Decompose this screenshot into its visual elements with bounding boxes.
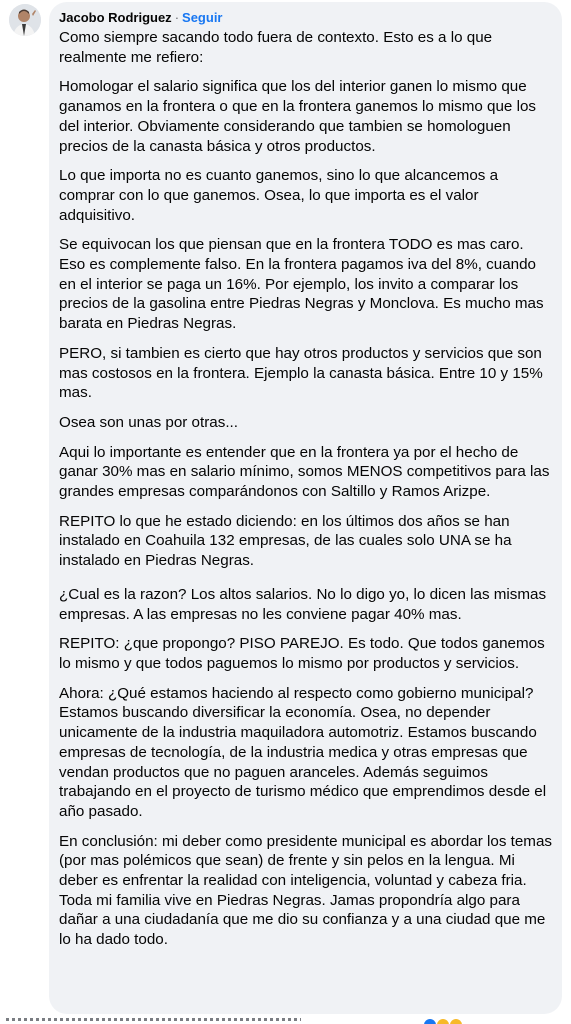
comment-paragraph: REPITO lo que he estado diciendo: en los últimos dos años se han instalado en Coahuila 132 empresas, de las cuales solo UNA se ha instalado en Piedras Negras.: [59, 512, 512, 570]
comment-paragraph: En conclusión: mi deber como presidente municipal es abordar los temas (por mas polémicos que sean) de frente y sin pelos en la lengua. Mi deber es enfrentar la realidad con inteligencia, voluntad y cabeza fria. Toda mi familia vive en Piedras Negras. Jamas propondría algo para dañar a una ciudadanía que me dio su confianza y a una ciudad que me lo ha dado todo.: [59, 832, 553, 949]
cropped-text-line: [6, 1018, 301, 1021]
cropped-next-row: [0, 1017, 571, 1024]
comment-paragraph: REPITO: ¿que propongo? PISO PAREJO. Es todo. Que todos ganemos lo mismo y que todos paguemos lo mismo por productos y servicios.: [59, 635, 545, 672]
comment-paragraph: Se equivocan los que piensan que en la frontera TODO es mas caro. Eso es complemente falso. En la frontera pagamos iva del 8%, cuando en el interior se paga un 16%. Por ejemplo, los invito a comparar los precios de la gasolina entre Piedras Negras y Monclova. Es mucho mas barata en Piedras Negras.: [59, 236, 544, 333]
comment-paragraph: Ahora: ¿Qué estamos haciendo al respecto como gobierno municipal? Estamos buscando diversificar la economía. Osea, no depender unicamente de la industria maquiladora automotriz. Estamos buscando empresas de tecnología, de la industria medica y otras empresas que vendan productos que no paguen aranceles. Además seguimos trabajando en el proyecto de turismo médico que emprendimos desde el año pasado.: [59, 684, 547, 820]
comment-paragraph: ¿Cual es la razon? Los altos salarios. No lo digo yo, lo dicen las mismas empresas. A las empresas no les conviene pagar 40% mas.: [59, 585, 547, 623]
comment-body: [59, 28, 552, 950]
comment-paragraph: Osea son unas por otras...: [59, 413, 238, 431]
comment-paragraph: Homologar el salario significa que los del interior ganen lo mismo que ganamos en la frontera o que en la frontera ganemos lo mismo que los del interior. Obviamente considerando que tambien se homologuen precios de la canasta básica y otros productos.: [59, 78, 536, 155]
comment-paragraph: Aqui lo importante es entender que en la frontera ya por el hecho de ganar 30% mas en salario mínimo, somos MENOS competitivos para las grandes empresas comparándonos con Saltillo y Ramos Arizpe.: [59, 443, 550, 501]
like-reaction-icon: [424, 1019, 436, 1024]
comment-paragraph: Como siempre sacando todo fuera de contexto. Esto es a lo que realmente me refiero:: [59, 29, 493, 66]
haha-reaction-icon: [437, 1019, 449, 1024]
header-separator: ·: [174, 10, 180, 25]
comment-header: [59, 10, 552, 26]
comment-paragraph: Lo que importa no es cuanto ganemos, sino lo que alcancemos a comprar con lo que ganemos. Osea, lo que importa es el valor adquisitivo.: [59, 167, 499, 224]
follow-button[interactable]: Seguir: [182, 10, 223, 25]
comment-paragraph: PERO, si tambien es cierto que hay otros productos y servicios que son mas costosos en la frontera. Ejemplo la canasta básica. Entre 10 y 15% mas.: [59, 344, 543, 402]
reaction-icons[interactable]: [424, 1018, 463, 1024]
wow-reaction-icon: [450, 1019, 462, 1024]
author-name[interactable]: Jacobo Rodriguez: [59, 10, 172, 25]
comment-bubble: [49, 2, 562, 1014]
profile-photo-icon: [9, 4, 41, 36]
avatar[interactable]: [9, 4, 41, 36]
